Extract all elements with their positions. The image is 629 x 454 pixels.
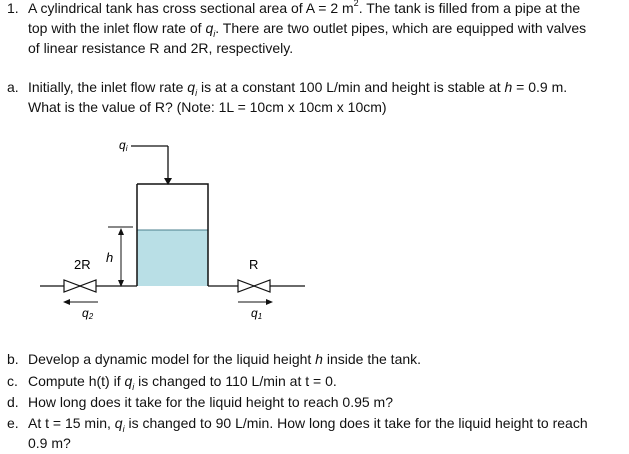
part-b-label: b.	[7, 351, 19, 367]
left-flow-label: q2	[82, 306, 94, 321]
left-flow-arrow-icon	[63, 299, 70, 305]
problem-number: 1.	[7, 0, 19, 16]
left-valve-icon	[64, 280, 80, 292]
part-e-label: e.	[7, 415, 19, 431]
tank-liquid	[137, 230, 208, 286]
part-d-label: d.	[7, 394, 19, 410]
part-a-label: a.	[7, 79, 19, 95]
right-valve-label: R	[249, 257, 259, 272]
height-arrow-up-icon	[118, 228, 124, 235]
right-valve-icon	[238, 280, 254, 292]
part-c-label: c.	[7, 373, 18, 389]
inlet-flow-label: qi	[119, 138, 128, 153]
left-valve-label: 2R	[74, 257, 91, 272]
height-label: h	[106, 250, 114, 265]
right-flow-label: q1	[251, 306, 263, 321]
problem-text: A cylindrical tank has cross sectional area of A = 2 $m^2$. The tank is filled from a pipe at the	[28, 0, 581, 16]
right-flow-arrow-icon	[266, 299, 273, 305]
